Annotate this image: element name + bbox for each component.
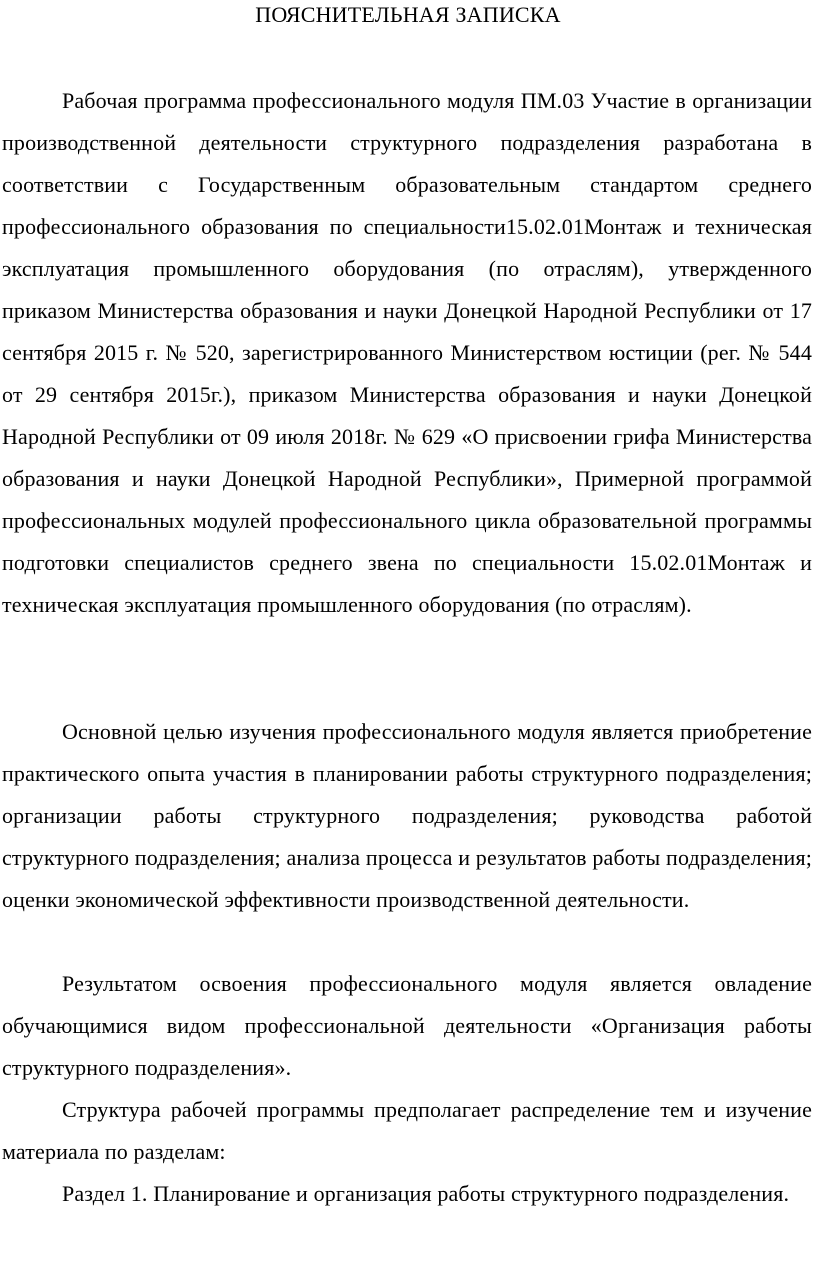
paragraph-module-goal: Основной целью изучения профессионального модуля является приобретение практического опыта участия в планировании работы структурного подразделения; организации работы структурного подразделения; руководства работой структурного подразделения; анализа процесса и результатов работы подразделения; оценки экономической эффективности производственной деятельности. — [2, 719, 812, 912]
paragraph-program-structure: Структура рабочей программы предполагает распределение тем и изучение материала по разделам: — [2, 1097, 812, 1164]
document-title: ПОЯСНИТЕЛЬНАЯ ЗАПИСКА — [255, 2, 561, 27]
paragraph-program-basis: Рабочая программа профессионального модуля ПМ.03 Участие в организации производственной деятельности структурного подразделения разработана в соответствии с Государственным образовательным стандартом среднего профессионального образования по специальности15.02.01Монтаж и техническая эксплуатация промышленного оборудования (по отраслям), утвержденного приказом Министерства образования и науки Донецкой Народной Республики от 17 сентября 2015 г. № 520, зарегистрированного Министерством юстиции (рег. № 544 от 29 сентября 2015г.), приказом Министерства образования и науки Донецкой Народной Республики от 09 июля 2018г. № 629 «О присвоении грифа Министерства образования и науки Донецкой Народной Республики», Примерной программой профессиональных модулей профессионального цикла образовательной программы подготовки специалистов среднего звена по специальности 15.02.01Монтаж и техническая эксплуатация промышленного оборудования (по отраслям). — [2, 88, 812, 617]
paragraph-section-1: Раздел 1. Планирование и организация работы структурного подразделения. — [62, 1181, 790, 1206]
paragraph-module-result: Результатом освоения профессионального модуля является овладение обучающимися видом профессиональной деятельности «Организация работы структурного подразделения». — [2, 971, 812, 1080]
